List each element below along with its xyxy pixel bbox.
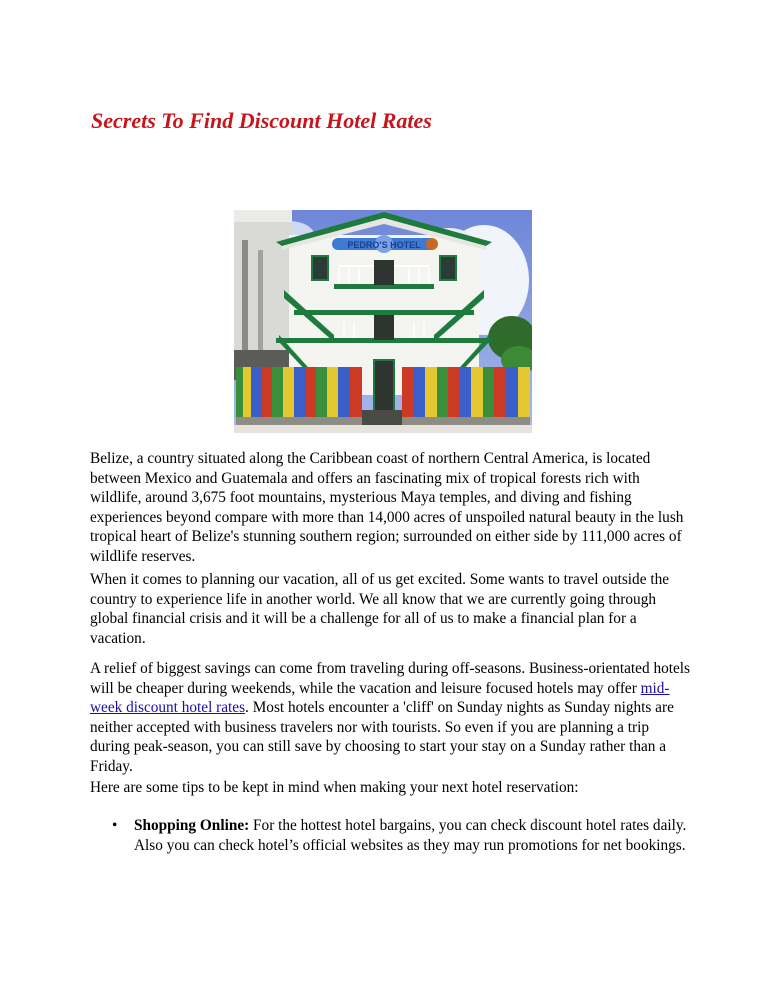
document-title: Secrets To Find Discount Hotel Rates [91, 108, 432, 133]
paragraph-vacation-planning: When it comes to planning our vacation, all of us get excited. Some wants to travel outside the country to experience life in another world. We all know that we are currently going through global financial crisis and it will be a challenge for all of us to make a financial plan for a vacation. [90, 571, 670, 647]
hotel-sign-text: PEDRO'S HOTEL [347, 240, 421, 250]
paragraph-text-before-link: A relief of biggest savings can come from traveling during off-seasons. Business-orientated hotels will be cheaper during weekends, while the vacation and leisure focused hotels may offer [90, 660, 690, 697]
tips-list [90, 816, 690, 855]
paragraph-off-season-savings [90, 659, 690, 777]
tip-text: For the hottest hotel bargains, you can check discount hotel rates daily. Also you can check hotel’s official websites as they may run promotions for net bookings. [134, 817, 687, 854]
hotel-photo [234, 210, 532, 433]
paragraph-belize: Belize, a country situated along the Caribbean coast of northern Central America, is located between Mexico and Guatemala and offers an fascinating mix of tropical forests rich with wildlife, around 3,675 foot mountains, mysterious Maya temples, and diving and fishing experiences beyond compare with more than 14,000 acres of unspoiled natural beauty in the lush tropical heart of Belize's stunning southern region; surrounded on either side by 111,000 acres of wildlife reserves. [90, 450, 684, 565]
mid-week-discount-link[interactable]: mid-week discount hotel rates [90, 679, 670, 717]
paragraph-text-after-link: . Most hotels encounter a 'cliff' on Sunday nights as Sunday nights are neither accepted with business travelers nor with tourists. So even if you are planning a trip during peak-season, you can still save by choosing to start your stay on a Sunday rather than a Friday. [90, 699, 674, 775]
tip-heading: Shopping Online: [134, 817, 250, 834]
list-item [90, 816, 690, 855]
bullet-icon: • [112, 817, 118, 834]
tips-intro: Here are some tips to be kept in mind when making your next hotel reservation: [90, 779, 579, 796]
